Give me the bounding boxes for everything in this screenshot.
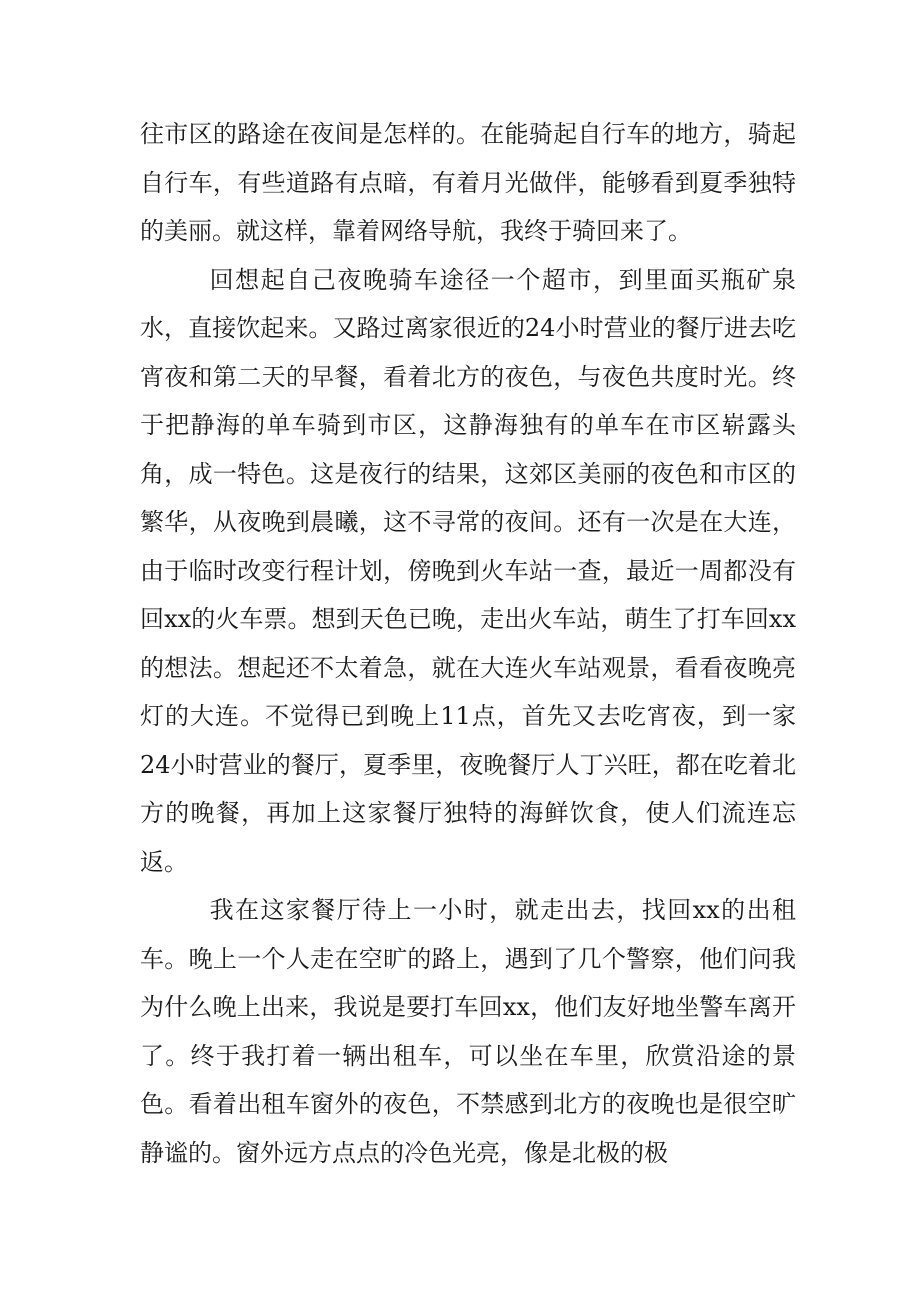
paragraph-2: 回想起自己夜晚骑车途径一个超市，到里面买瓶矿泉水，直接饮起来。又路过离家很近的24小时营业的餐厅进去吃宵夜和第二天的早餐，看着北方的夜色，与夜色共度时光。终于把静海的单车骑到市区，这静海独有的单车在市区崭露头角，成一特色。这是夜行的结果，这郊区美丽的夜色和市区的繁华，从夜晚到晨曦，这不寻常的夜间。还有一次是在大连，由于临时改变行程计划，傍晚到火车站一查，最近一周都没有回xx的火车票。想到天色已晚，走出火车站，萌生了打车回xx的想法。想起还不太着急，就在大连火车站观景，看看夜晚亮灯的大连。不觉得已到晚上11点，首先又去吃宵夜，到一家24小时营业的餐厅，夏季里，夜晚餐厅人丁兴旺，都在吃着北方的晚餐，再加上这家餐厅独特的海鲜饮食，使人们流连忘返。 <box>140 265 796 876</box>
document-body <box>140 110 796 1177</box>
paragraph-3: 我在这家餐厅待上一小时，就走出去，找回xx的出租车。晚上一个人走在空旷的路上，遇到了几个警察，他们问我为什么晚上出来，我说是要打车回xx，他们友好地坐警车离开了。终于我打着一辆出租车，可以坐在车里，欣赏沿途的景色。看着出租车窗外的夜色，不禁感到北方的夜晚也是很空旷静谧的。窗外远方点点的冷色光亮，像是北极的极 <box>140 896 796 1167</box>
paragraph-1: 往市区的路途在夜间是怎样的。在能骑起自行车的地方，骑起自行车，有些道路有点暗，有着月光做伴，能够看到夏季独特的美丽。就这样，靠着网络导航，我终于骑回来了。 <box>140 120 796 245</box>
